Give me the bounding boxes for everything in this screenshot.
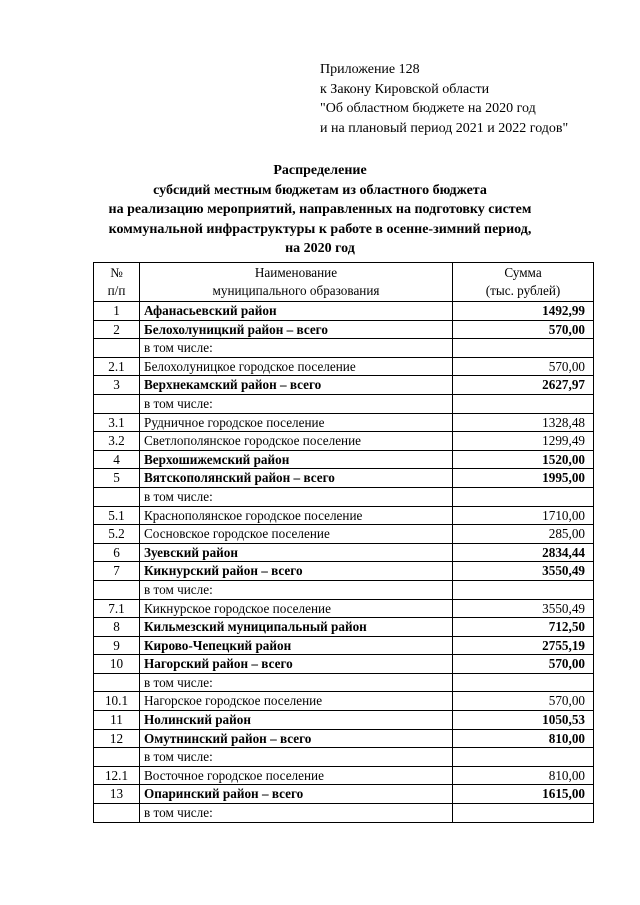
row-sum: 1328,48 [453,413,594,432]
row-name: Краснополянское городское поселение [140,506,453,525]
table-row [94,376,594,395]
row-sum: 570,00 [453,320,594,339]
table-body [94,302,594,823]
row-number: 5.2 [94,525,140,544]
row-number: 5 [94,469,140,488]
row-sum: 1050,53 [453,711,594,730]
annex-line-1: Приложение 128 [320,62,420,77]
row-name: Нолинский район [140,711,453,730]
row-number [94,339,140,358]
table-row [94,432,594,451]
row-number: 7 [94,562,140,581]
row-sum: 3550,49 [453,599,594,618]
row-name: Нагорский район – всего [140,655,453,674]
table-row [94,562,594,581]
table-row [94,487,594,506]
header-sum [453,263,594,302]
row-sum: 712,50 [453,618,594,637]
row-number [94,748,140,767]
row-name: Нагорское городское поселение [140,692,453,711]
row-name: Афанасьевский район [140,302,453,321]
table-row [94,618,594,637]
table-row [94,394,594,413]
row-sum [453,394,594,413]
row-sum: 1710,00 [453,506,594,525]
row-number [94,580,140,599]
table-row [94,450,594,469]
row-number: 10 [94,655,140,674]
row-number: 10.1 [94,692,140,711]
row-sum: 570,00 [453,692,594,711]
table-row [94,673,594,692]
table-row [94,506,594,525]
row-sum: 1995,00 [453,469,594,488]
row-name: Восточное городское поселение [140,766,453,785]
row-sum: 3550,49 [453,562,594,581]
row-number: 3.1 [94,413,140,432]
row-sum [453,580,594,599]
table-row [94,785,594,804]
row-name: в том числе: [140,804,453,823]
row-number: 7.1 [94,599,140,618]
row-name: Белохолуницкий район – всего [140,320,453,339]
row-name: Верхнекамский район – всего [140,376,453,395]
table-row [94,580,594,599]
row-sum: 2627,97 [453,376,594,395]
row-sum: 810,00 [453,729,594,748]
row-number: 13 [94,785,140,804]
table-row [94,302,594,321]
row-number: 11 [94,711,140,730]
row-sum: 1520,00 [453,450,594,469]
row-number: 5.1 [94,506,140,525]
row-name: Омутнинский район – всего [140,729,453,748]
table-row [94,804,594,823]
subsidy-table [93,262,594,823]
annex-header [320,60,568,138]
row-number [94,804,140,823]
row-sum: 1299,49 [453,432,594,451]
header-sum-line-1: Сумма [504,265,542,280]
row-number: 3 [94,376,140,395]
title-line-1: Распределение [273,163,367,178]
table-row [94,525,594,544]
row-name: Кикнурское городское поселение [140,599,453,618]
row-name: Рудничное городское поселение [140,413,453,432]
row-name: Кикнурский район – всего [140,562,453,581]
table-row [94,766,594,785]
row-number: 1 [94,302,140,321]
row-number: 4 [94,450,140,469]
header-number-line-1: № [110,265,123,280]
annex-line-4: и на плановый период 2021 и 2022 годов" [320,120,569,136]
row-number: 2 [94,320,140,339]
row-number: 12.1 [94,766,140,785]
title-line-3: на реализацию мероприятий, направленных на подготовку систем [108,202,532,217]
row-sum: 810,00 [453,766,594,785]
row-name: в том числе: [140,673,453,692]
table-row [94,469,594,488]
header-name [140,263,453,302]
title-line-2: субсидий местным бюджетам из областного бюджета [153,182,487,198]
title-line-4: коммунальной инфраструктуры к работе в осенне-зимний период, [108,221,532,237]
row-number: 3.2 [94,432,140,451]
row-name: в том числе: [140,748,453,767]
header-name-line-2: муниципального образования [212,283,380,298]
row-sum [453,673,594,692]
row-name: Кирово-Чепецкий район [140,636,453,655]
table-row [94,692,594,711]
row-name: Белохолуницкое городское поселение [140,357,453,376]
table-row [94,711,594,730]
annex-line-2: к Закону Кировской области [320,81,490,97]
header-number-line-2: п/п [107,283,126,298]
table-row [94,357,594,376]
row-sum: 2755,19 [453,636,594,655]
table-row [94,543,594,562]
row-number: 8 [94,618,140,637]
row-name: в том числе: [140,339,453,358]
row-number [94,673,140,692]
table-row [94,655,594,674]
row-number [94,394,140,413]
row-name: Зуевский район [140,543,453,562]
row-number: 6 [94,543,140,562]
table-row [94,636,594,655]
row-sum: 570,00 [453,357,594,376]
table-row [94,320,594,339]
row-sum [453,339,594,358]
row-sum [453,748,594,767]
row-number [94,487,140,506]
title-line-5: на 2020 год [285,241,355,256]
document-title [0,161,640,259]
row-sum [453,804,594,823]
row-number: 2.1 [94,357,140,376]
row-number: 9 [94,636,140,655]
row-name: в том числе: [140,394,453,413]
row-name: Вятскополянский район – всего [140,469,453,488]
row-number: 12 [94,729,140,748]
table-row [94,413,594,432]
table-row [94,339,594,358]
header-sum-line-2: (тыс. рублей) [485,283,561,298]
row-sum [453,487,594,506]
header-number [94,263,140,302]
row-sum: 285,00 [453,525,594,544]
table-header-row [94,263,594,302]
header-name-line-1: Наименование [254,265,338,280]
table-row [94,599,594,618]
row-name: Опаринский район – всего [140,785,453,804]
row-sum: 570,00 [453,655,594,674]
row-name: Верхошижемский район [140,450,453,469]
row-name: в том числе: [140,580,453,599]
row-sum: 1615,00 [453,785,594,804]
row-sum: 1492,99 [453,302,594,321]
row-name: в том числе: [140,487,453,506]
row-name: Светлополянское городское поселение [140,432,453,451]
annex-line-3: "Об областном бюджете на 2020 год [320,101,536,116]
row-name: Кильмезский муниципальный район [140,618,453,637]
table-row [94,729,594,748]
row-name: Сосновское городское поселение [140,525,453,544]
table-row [94,748,594,767]
row-sum: 2834,44 [453,543,594,562]
